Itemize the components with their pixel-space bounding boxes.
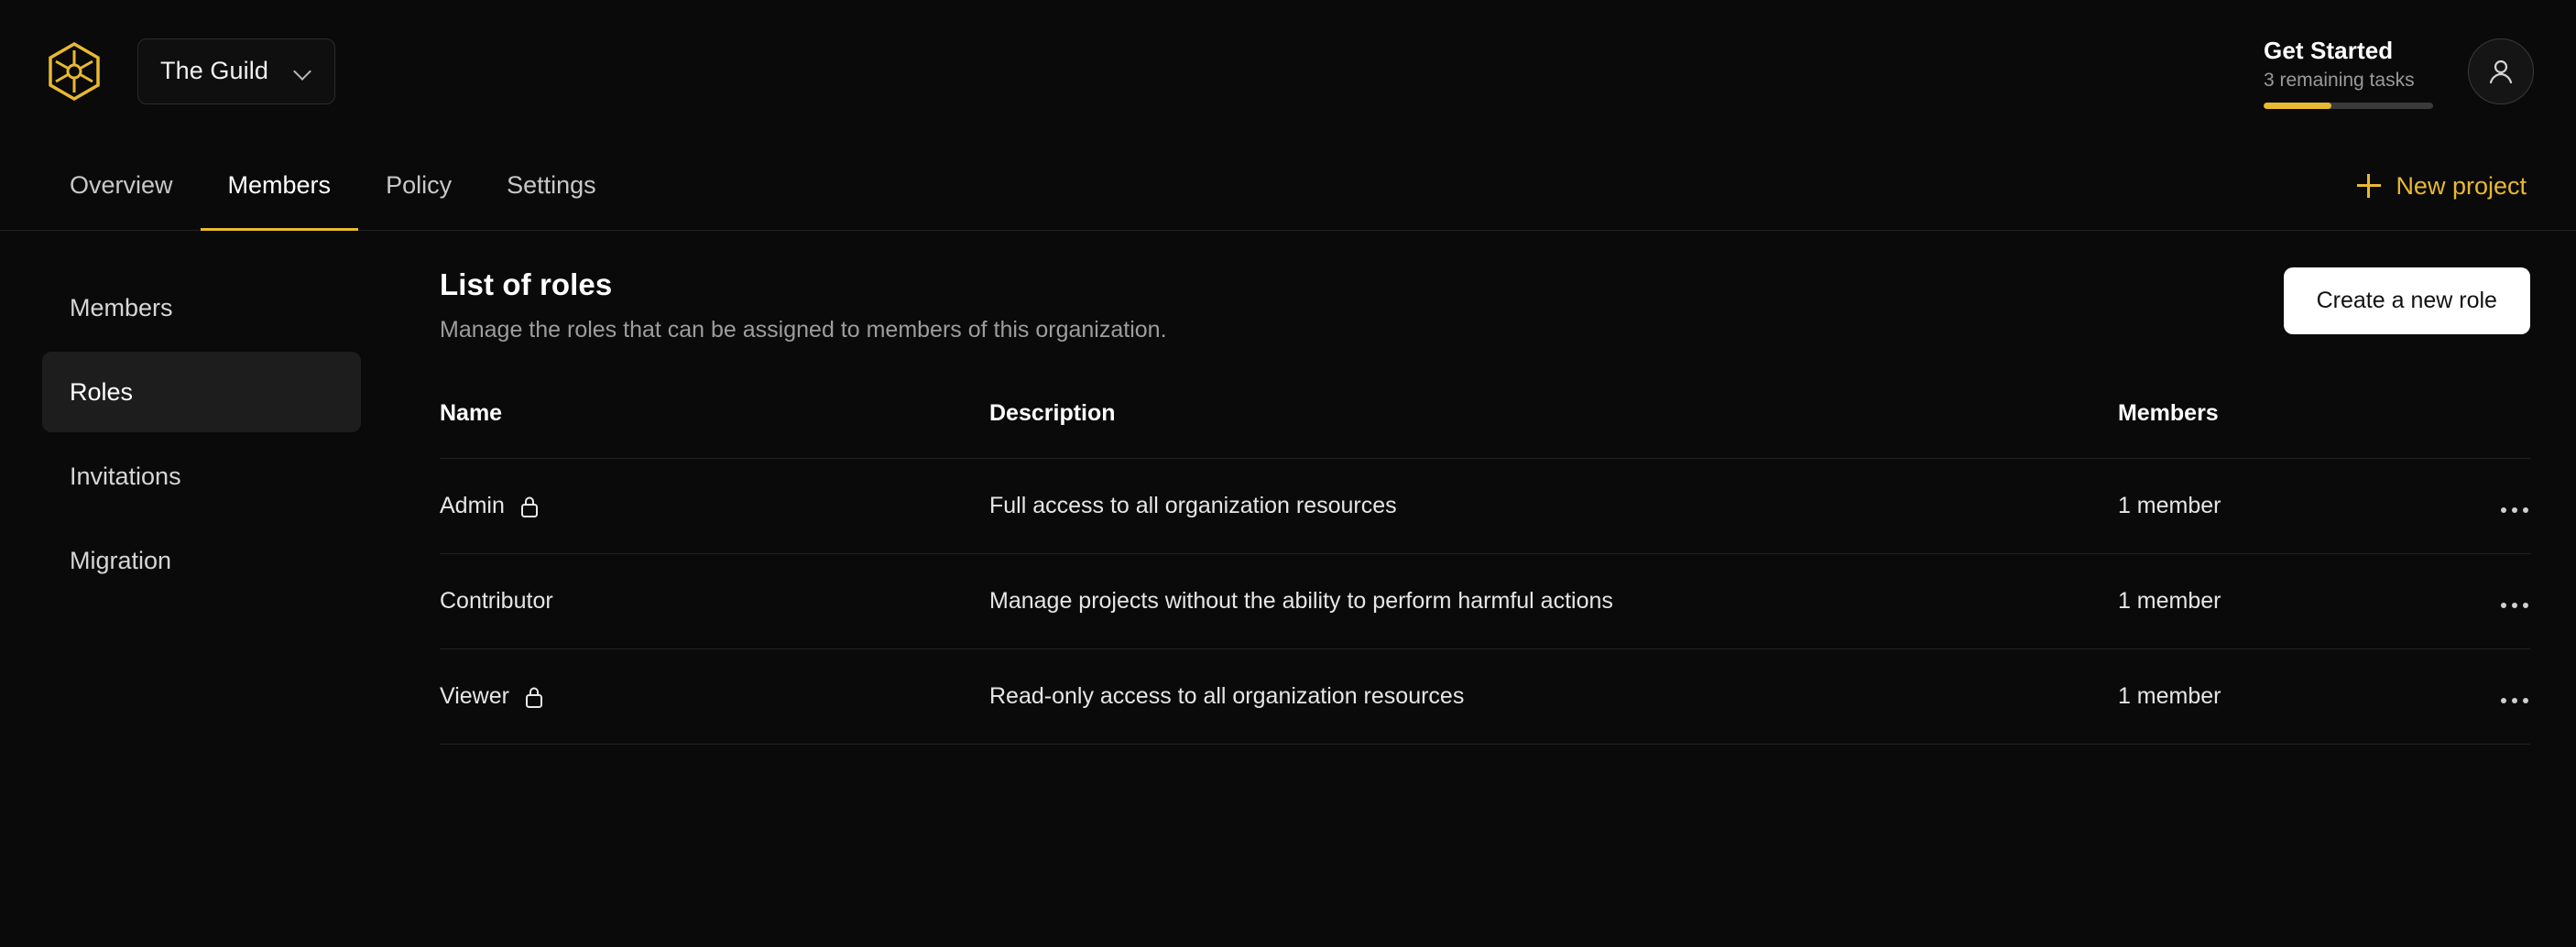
main-nav <box>0 142 2576 231</box>
page-title: List of roles <box>440 267 613 301</box>
column-header-description: Description <box>989 400 2118 459</box>
tab-members-label: Members <box>227 171 332 199</box>
tab-overview-label: Overview <box>70 171 173 199</box>
plus-icon <box>2357 174 2381 198</box>
tab-settings[interactable] <box>479 143 624 231</box>
get-started-subtitle: 3 remaining tasks <box>2264 69 2415 91</box>
column-header-actions <box>2420 400 2530 459</box>
top-bar-right <box>2264 34 2534 109</box>
user-avatar-icon[interactable] <box>2468 38 2534 104</box>
more-options-icon[interactable] <box>2499 692 2530 709</box>
nav-tabs <box>42 142 624 230</box>
table-header-row <box>440 400 2530 459</box>
more-options-icon[interactable] <box>2499 502 2530 518</box>
role-name-wrap <box>440 683 989 710</box>
sidebar-item-roles[interactable] <box>42 352 361 432</box>
role-actions-cell <box>2420 554 2530 649</box>
role-members-count: 1 member <box>2118 649 2420 745</box>
table-row <box>440 459 2530 554</box>
table-row <box>440 649 2530 745</box>
get-started-progress <box>2264 103 2433 109</box>
roles-table-body <box>440 459 2530 745</box>
hexagon-logo-icon[interactable] <box>42 39 106 103</box>
column-header-name: Name <box>440 400 989 459</box>
get-started-progress-fill <box>2264 103 2331 109</box>
new-project-label: New project <box>2396 171 2527 200</box>
column-header-members: Members <box>2118 400 2420 459</box>
sidebar-item-label: Roles <box>70 377 134 406</box>
role-description: Read-only access to all organization resources <box>989 649 2118 745</box>
role-name: Admin <box>440 493 505 518</box>
sidebar-item-members[interactable] <box>42 267 361 348</box>
tab-policy-label: Policy <box>386 171 453 199</box>
page-body <box>0 231 2576 947</box>
tab-members[interactable] <box>201 143 359 231</box>
sidebar-item-label: Migration <box>70 546 172 574</box>
sidebar-item-invitations[interactable] <box>42 436 361 517</box>
content-header-text <box>440 267 1167 343</box>
table-row <box>440 554 2530 649</box>
role-name-wrap <box>440 588 989 615</box>
role-description: Full access to all organization resources <box>989 459 2118 554</box>
get-started-widget[interactable] <box>2264 34 2433 109</box>
tab-policy[interactable] <box>358 143 479 231</box>
sidebar <box>0 267 403 601</box>
role-name-cell <box>440 649 989 745</box>
org-switcher[interactable] <box>137 38 335 104</box>
role-name-cell <box>440 459 989 554</box>
get-started-title: Get Started <box>2264 36 2394 64</box>
more-options-icon[interactable] <box>2499 597 2530 614</box>
role-name-cell <box>440 554 989 649</box>
roles-table-head <box>440 400 2530 459</box>
role-description: Manage projects without the ability to perform harmful actions <box>989 554 2118 649</box>
page-subtitle: Manage the roles that can be assigned to members of this organization. <box>440 317 1167 343</box>
new-project-button[interactable] <box>2357 142 2534 230</box>
create-role-button[interactable]: Create a new role <box>2284 267 2530 334</box>
lock-icon <box>518 494 541 519</box>
role-actions-cell <box>2420 649 2530 745</box>
role-actions-cell <box>2420 459 2530 554</box>
chevron-down-icon <box>294 62 312 81</box>
sidebar-item-label: Members <box>70 293 173 321</box>
tab-settings-label: Settings <box>507 171 596 199</box>
role-name: Viewer <box>440 683 509 709</box>
org-name: The Guild <box>160 57 268 84</box>
tab-overview[interactable] <box>42 143 201 231</box>
role-members-count: 1 member <box>2118 554 2420 649</box>
content-header <box>440 267 2530 343</box>
lock-icon <box>522 684 546 710</box>
content-area <box>403 267 2576 745</box>
top-bar <box>0 0 2576 142</box>
sidebar-item-label: Invitations <box>70 462 181 490</box>
role-members-count: 1 member <box>2118 459 2420 554</box>
role-name: Contributor <box>440 588 553 614</box>
roles-table <box>440 400 2530 745</box>
role-name-wrap <box>440 493 989 519</box>
sidebar-item-migration[interactable] <box>42 520 361 601</box>
